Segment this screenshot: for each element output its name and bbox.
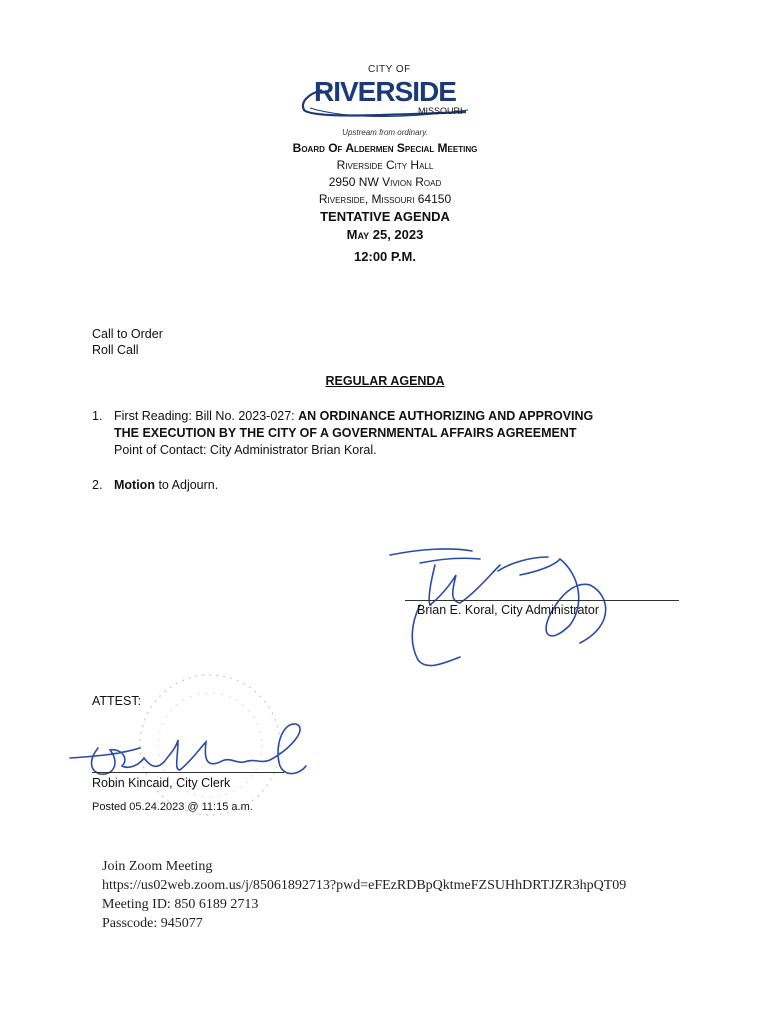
city-logo (290, 64, 490, 130)
posted-timestamp: Posted 05.24.2023 @ 11:15 a.m. (92, 801, 253, 813)
admin-signature-line (405, 600, 679, 601)
item-prefix: First Reading: Bill No. 2023-027: (114, 409, 299, 423)
motion-label: Motion (114, 478, 155, 492)
agenda-header (0, 140, 770, 266)
agenda-item (92, 477, 692, 494)
agenda-item (92, 408, 692, 459)
venue: Riverside City Hall (336, 158, 434, 172)
logo-name: RIVERSIDE (314, 76, 456, 107)
zoom-meeting-id: Meeting ID: 850 6189 2713 (102, 897, 259, 912)
ordinance-title-line2: THE EXECUTION BY THE CITY OF A GOVERNMENTAL AFFAIRS AGREEMENT (114, 426, 577, 440)
motion-text: to Adjourn. (154, 478, 219, 492)
zoom-info (102, 857, 626, 933)
roll-call: Roll Call (92, 343, 139, 357)
clerk-signature-line (92, 772, 284, 773)
meeting-title: Board Of Aldermen Special Meeting (292, 141, 478, 155)
attest-label: ATTEST: (92, 694, 142, 708)
item-number: 2. (92, 478, 103, 492)
logo-state: MISSOURI (418, 106, 463, 116)
opening-items (92, 326, 163, 358)
clerk-name: Robin Kincaid, City Clerk (92, 776, 231, 790)
zoom-passcode: Passcode: 945077 (102, 916, 203, 931)
meeting-time: 12:00 P.M. (354, 249, 416, 264)
call-to-order: Call to Order (92, 327, 163, 341)
regular-agenda-title: REGULAR AGENDA (325, 374, 445, 388)
address: 2950 NW Vivion Road (328, 175, 442, 189)
ordinance-title-line1: AN ORDINANCE AUTHORIZING AND APPROVING (298, 409, 594, 423)
agenda-type: TENTATIVE AGENDA (320, 209, 450, 224)
admin-name: Brian E. Koral, City Administrator (417, 603, 600, 617)
point-of-contact: Point of Contact: City Administrator Brian Koral. (114, 443, 377, 457)
meeting-date: May 25, 2023 (346, 227, 424, 242)
logo-city-of: CITY OF (368, 64, 411, 75)
city-state-zip: Riverside, Missouri 64150 (318, 192, 452, 206)
zoom-heading: Join Zoom Meeting (102, 859, 213, 874)
item-number: 1. (92, 409, 103, 423)
logo-tagline: Upstream from ordinary. (342, 128, 428, 137)
zoom-link[interactable]: https://us02web.zoom.us/j/85061892713?pwd=eFEzRDBpQktmeFZSUHhDRTJZR3hpQT09 (102, 878, 627, 893)
